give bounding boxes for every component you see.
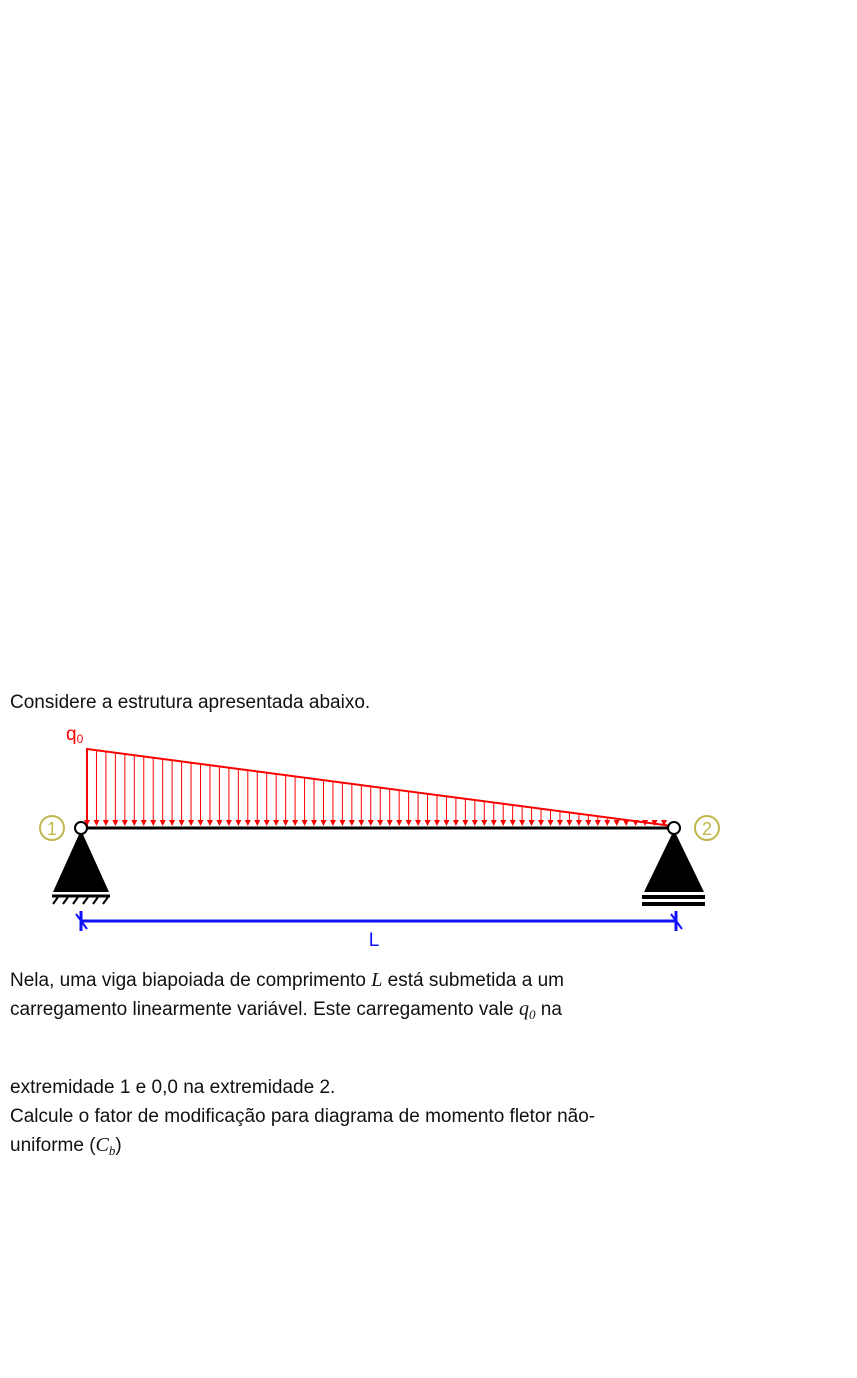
- load-arrow-head: [519, 820, 525, 826]
- load-arrow-head: [623, 820, 629, 826]
- svg-text:1: 1: [46, 819, 58, 839]
- load-arrow-head: [500, 820, 506, 826]
- svg-text:2: 2: [701, 819, 713, 839]
- load-arrow-head: [198, 820, 204, 826]
- node-2-label: [695, 816, 719, 840]
- paragraph-2: extremidade 1 e 0,0 na extremidade 2. Calcule o fator de modificação para diagrama de momento fletor não- uniforme $(C_b)$: [10, 1077, 596, 1158]
- load-arrow-head: [396, 820, 402, 826]
- load-arrow-head: [339, 820, 345, 826]
- load-arrow-head: [557, 820, 563, 826]
- beam-figure: [0, 718, 740, 953]
- load-arrow-head: [141, 820, 147, 826]
- load-arrow-head: [491, 820, 497, 826]
- load-arrow-head: [453, 820, 459, 826]
- load-arrow-head: [585, 820, 591, 826]
- load-arrow-head: [179, 820, 185, 826]
- load-arrow-head: [283, 820, 289, 826]
- load-arrow-head: [311, 820, 317, 826]
- node-1-label: [40, 816, 64, 840]
- length-label: L: [368, 930, 380, 951]
- load-arrow-head: [529, 820, 535, 826]
- load-arrow-head: [169, 820, 175, 826]
- load-label: q0: [66, 724, 84, 746]
- load-arrow-head: [320, 820, 326, 826]
- load-arrow-head: [443, 820, 449, 826]
- node-1-hinge: [75, 822, 87, 834]
- load-arrow-head: [633, 820, 639, 826]
- load-arrow-head: [358, 820, 364, 826]
- load-arrow-head: [387, 820, 393, 826]
- load-arrow-head: [434, 820, 440, 826]
- load-arrow-head: [462, 820, 468, 826]
- intro-text: Considere a estrutura apresentada abaixo.: [10, 692, 371, 713]
- load-arrow-head: [122, 820, 128, 826]
- load-arrow-head: [245, 820, 251, 826]
- load-arrow-head: [425, 820, 431, 826]
- load-arrow-head: [207, 820, 213, 826]
- load-arrow-head: [302, 820, 308, 826]
- load-arrow-head: [406, 820, 412, 826]
- load-arrow-head: [93, 820, 99, 826]
- load-arrow-head: [103, 820, 109, 826]
- load-arrow-head: [368, 820, 374, 826]
- length-dimension: [76, 911, 682, 931]
- load-arrow-head: [472, 820, 478, 826]
- load-arrow-head: [188, 820, 194, 826]
- load-arrow-head: [566, 820, 572, 826]
- load-arrow-head: [349, 820, 355, 826]
- load-outline: [87, 749, 672, 826]
- load-arrow-head: [254, 820, 260, 826]
- load-arrow-head: [614, 820, 620, 826]
- load-arrow-head: [150, 820, 156, 826]
- load-arrow-head: [538, 820, 544, 826]
- distributed-load: [84, 749, 672, 826]
- load-arrow-head: [226, 820, 232, 826]
- load-arrow-head: [131, 820, 137, 826]
- load-arrow-head: [264, 820, 270, 826]
- load-arrow-head: [235, 820, 241, 826]
- load-arrow-head: [481, 820, 487, 826]
- load-arrow-head: [547, 820, 553, 826]
- load-arrow-head: [292, 820, 298, 826]
- load-arrow-head: [216, 820, 222, 826]
- load-arrow-head: [160, 820, 166, 826]
- load-arrow-head: [330, 820, 336, 826]
- load-arrow-head: [604, 820, 610, 826]
- load-arrow-head: [415, 820, 421, 826]
- roller-support: [642, 830, 705, 906]
- load-arrow-head: [576, 820, 582, 826]
- pinned-support: [52, 830, 110, 904]
- load-arrow-head: [595, 820, 601, 826]
- node-2-hinge: [668, 822, 680, 834]
- load-arrow-head: [112, 820, 118, 826]
- load-arrow-head: [510, 820, 516, 826]
- load-arrow-head: [377, 820, 383, 826]
- load-arrow-head: [273, 820, 279, 826]
- paragraph-1: Nela, uma viga biapoiada de comprimento L está submetida a um carregamento linearmente variável. Este carregamento vale $q_0$ na: [10, 969, 564, 1022]
